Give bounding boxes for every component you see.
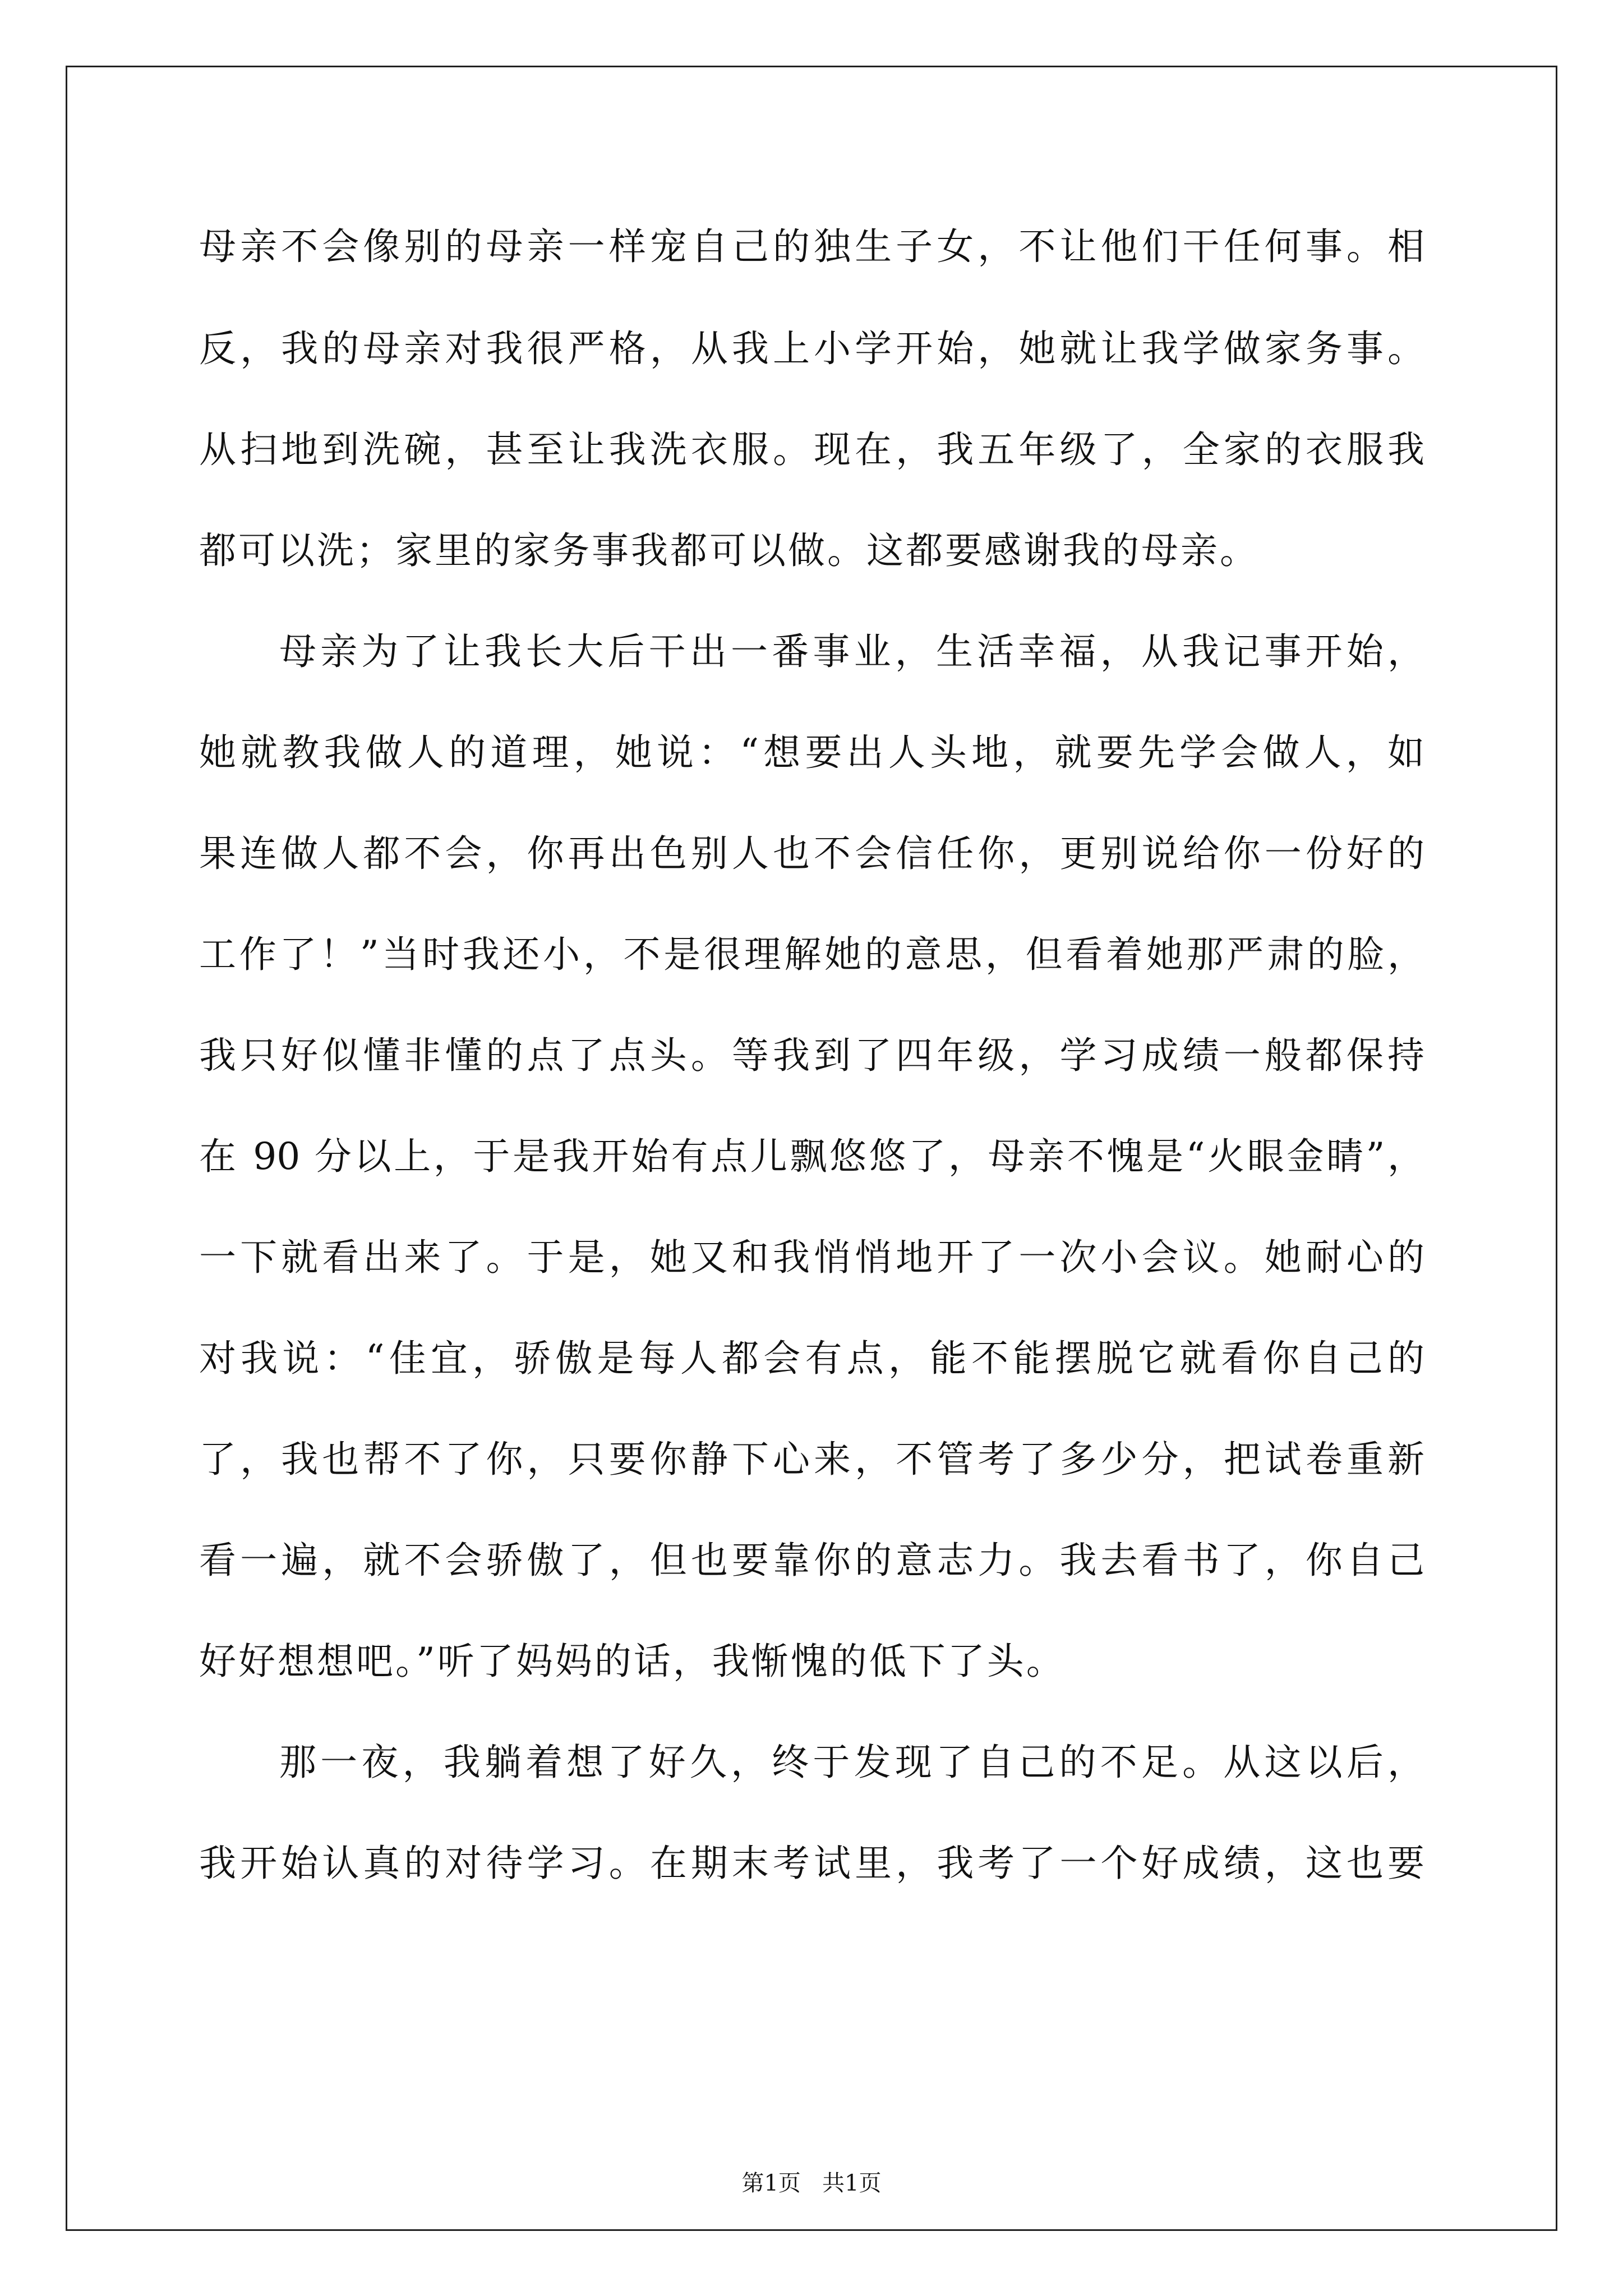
paragraph-line: 对我说：“佳宜，骄傲是每人都会有点，能不能摆脱它就看你自己的 bbox=[199, 1337, 1424, 1380]
paragraph-line: 反，我的母亲对我很严格，从我上小学开始，她就让我学做家务事。 bbox=[199, 327, 1424, 370]
paragraph-line: 我开始认真的对待学习。在期末考试里，我考了一个好成绩，这也要 bbox=[199, 1842, 1424, 1885]
paragraph-line: 了，我也帮不了你，只要你静下心来，不管考了多少分，把试卷重新 bbox=[199, 1438, 1424, 1481]
paragraph-line: 都可以洗；家里的家务事我都可以做。这都要感谢我的母亲。 bbox=[199, 529, 1259, 572]
paragraph-line: 在 90 分以上，于是我开始有点儿飘悠悠了，母亲不愧是“火眼金睛”， bbox=[199, 1135, 1424, 1178]
paragraph-line: 那一夜，我躺着想了好久，终于发现了自己的不足。从这以后， bbox=[279, 1741, 1424, 1784]
paragraph-line: 母亲不会像别的母亲一样宠自己的独生子女，不让他们干任何事。相 bbox=[199, 225, 1424, 268]
paragraph-line: 一下就看出来了。于是，她又和我悄悄地开了一次小会议。她耐心的 bbox=[199, 1236, 1424, 1279]
paragraph-line: 工作了！”当时我还小，不是很理解她的意思，但看着她那严肃的脸， bbox=[199, 933, 1424, 976]
paragraph-line: 母亲为了让我长大后干出一番事业，生活幸福，从我记事开始， bbox=[279, 630, 1424, 673]
page-number-footer: 第1页 共1页 bbox=[741, 2170, 882, 2196]
paragraph-line: 果连做人都不会，你再出色别人也不会信任你，更别说给你一份好的 bbox=[199, 832, 1424, 875]
paragraph-line: 好好想想吧。”听了妈妈的话，我惭愧的低下了头。 bbox=[199, 1640, 1066, 1683]
paragraph-line: 看一遍，就不会骄傲了，但也要靠你的意志力。我去看书了，你自己 bbox=[199, 1539, 1424, 1582]
paragraph-line: 从扫地到洗碗，甚至让我洗衣服。现在，我五年级了，全家的衣服我 bbox=[199, 428, 1424, 471]
paragraph-line: 我只好似懂非懂的点了点头。等我到了四年级，学习成绩一般都保持 bbox=[199, 1034, 1424, 1077]
paragraph-line: 她就教我做人的道理，她说：“想要出人头地，就要先学会做人，如 bbox=[199, 731, 1424, 774]
